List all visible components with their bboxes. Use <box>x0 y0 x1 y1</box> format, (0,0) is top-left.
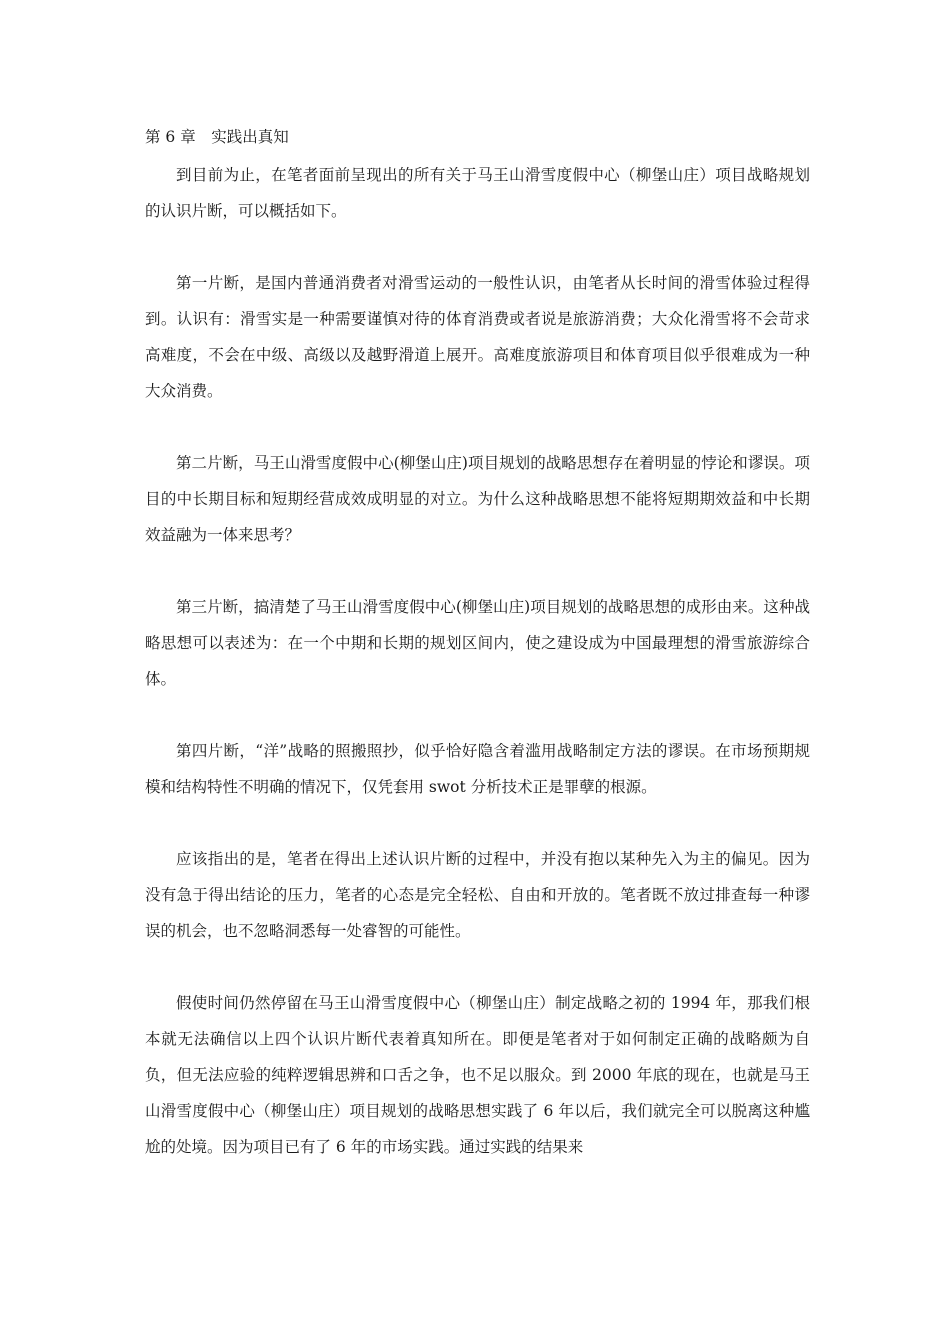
paragraph-fragment-1: 第一片断，是国内普通消费者对滑雪运动的一般性认识，由笔者从长时间的滑雪体验过程得到。认识有：滑雪实是一种需要谨慎对待的体育消费或者说是旅游消费；大众化滑雪将不会苛求高难度，不会在中级、高级以及越野滑道上展开。高难度旅游项目和体育项目似乎很难成为一种大众消费。 <box>145 274 810 400</box>
paragraph-intro: 到目前为止，在笔者面前呈现出的所有关于马王山滑雪度假中心（柳堡山庄）项目战略规划的认识片断，可以概括如下。 <box>145 166 810 220</box>
paragraph-fragment-2: 第二片断，马王山滑雪度假中心(柳堡山庄)项目规划的战略思想存在着明显的悖论和谬误。项目的中长期目标和短期经营成效成明显的对立。为什么这种战略思想不能将短期期效益和中长期效益融为一体来思考？ <box>145 454 810 544</box>
paragraph-fragment-4: 第四片断，“洋”战略的照搬照抄，似乎恰好隐含着滥用战略制定方法的谬误。在市场预期规模和结构特性不明确的情况下，仅凭套用 swot 分析技术正是罪孽的根源。 <box>145 742 810 796</box>
document-body <box>145 124 810 1165</box>
paragraph-practice: 假使时间仍然停留在马王山滑雪度假中心（柳堡山庄）制定战略之初的 1994 年，那我们根本就无法确信以上四个认识片断代表着真知所在。即便是笔者对于如何制定正确的战略颇为自负，但无法应验的纯粹逻辑思辨和口舌之争，也不足以服众。到 2000 年底的现在，也就是马王山滑雪度假中心（柳堡山庄）项目规划的战略思想实践了 6 年以后，我们就完全可以脱离这种尴尬的处境。因为项目已有了 6 年的市场实践。通过实践的结果来 <box>145 994 810 1156</box>
paragraph-note: 应该指出的是，笔者在得出上述认识片断的过程中，并没有抱以某种先入为主的偏见。因为没有急于得出结论的压力，笔者的心态是完全轻松、自由和开放的。笔者既不放过排查每一种谬误的机会，也不忽略洞悉每一处睿智的可能性。 <box>145 850 810 940</box>
paragraph-fragment-3: 第三片断，搞清楚了马王山滑雪度假中心(柳堡山庄)项目规划的战略思想的成形由来。这种战略思想可以表述为：在一个中期和长期的规划区间内，使之建设成为中国最理想的滑雪旅游综合体。 <box>145 598 810 688</box>
chapter-title: 第 6 章 实践出真知 <box>145 128 289 146</box>
